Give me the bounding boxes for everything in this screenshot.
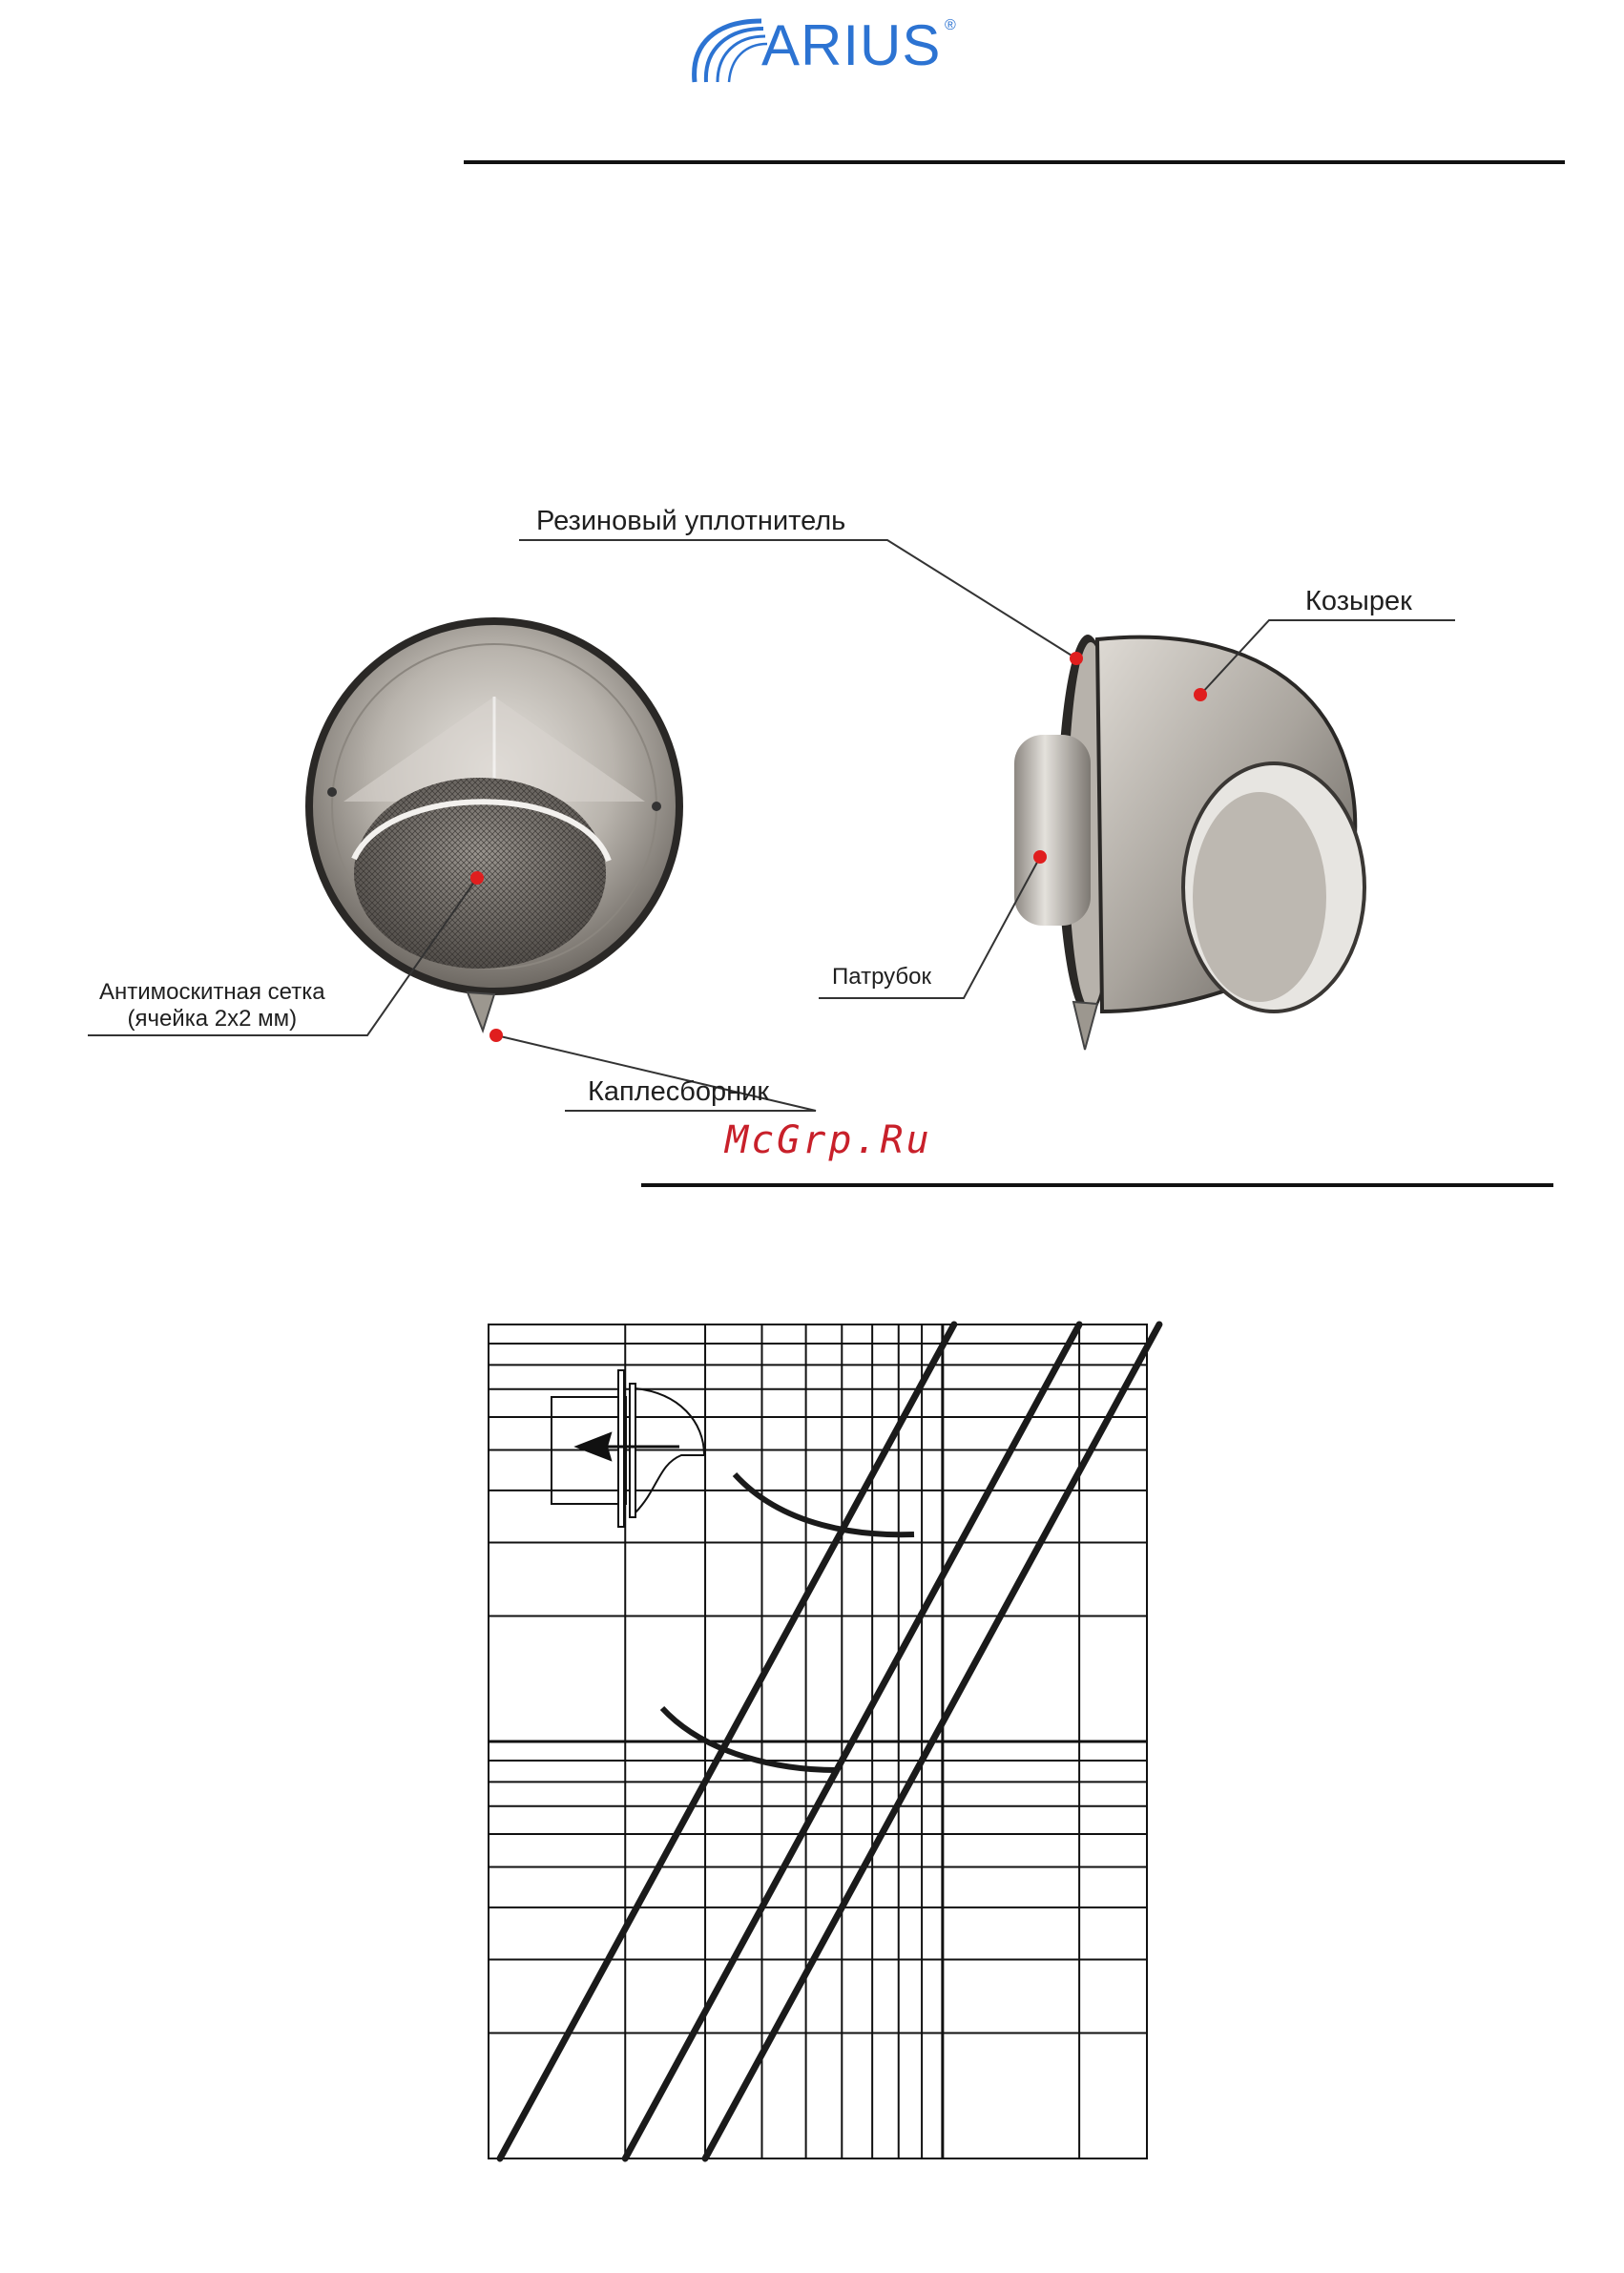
brand-registered: ®	[945, 17, 956, 33]
label-mesh-line2: (ячейка 2x2 мм)	[127, 1005, 298, 1032]
label-pipe: Патрубок	[832, 964, 932, 990]
label-mesh-line1: Антимоскитная сетка	[99, 979, 325, 1005]
watermark: McGrp.Ru	[725, 1118, 932, 1162]
chart-velocity-curves	[662, 1474, 914, 1770]
airflow-schematic-icon	[552, 1370, 704, 1527]
label-visor: Козырек	[1305, 586, 1412, 616]
label-seal: Резиновый уплотнитель	[536, 506, 846, 536]
label-drip: Каплесборник	[588, 1076, 770, 1107]
brand-name: ARIUS	[761, 13, 942, 77]
